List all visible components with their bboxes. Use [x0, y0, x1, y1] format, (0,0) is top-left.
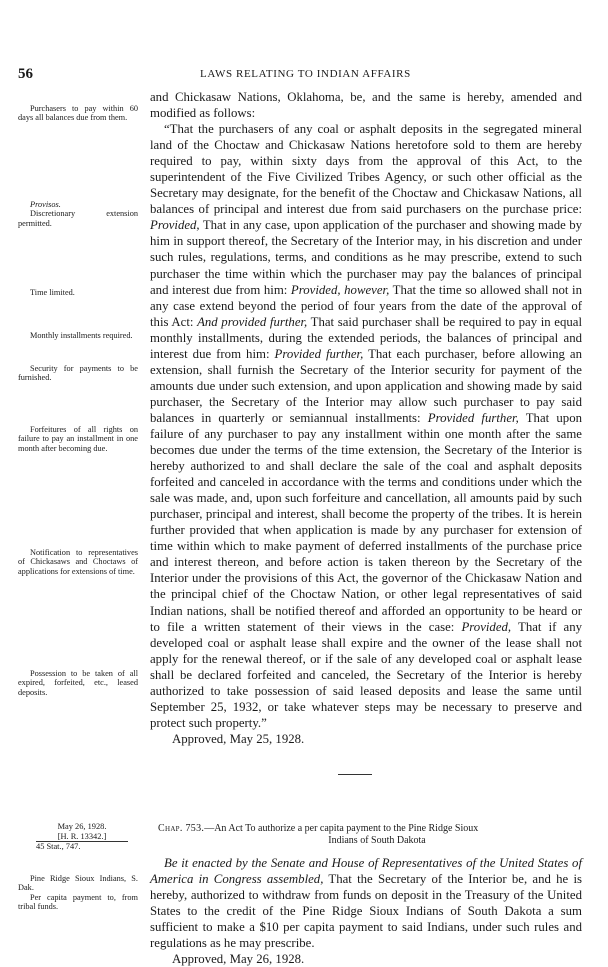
bill-reference	[36, 822, 128, 852]
section-divider	[338, 774, 372, 775]
margin-note-forfeitures: Forfeitures of all rights on failure to pay an installment in one month after becoming due.	[18, 425, 138, 453]
approved-date-1: Approved, May 25, 1928.	[172, 731, 305, 746]
chapter-title-line2: Indians of South Dakota	[328, 835, 426, 846]
chapter-text	[150, 855, 582, 967]
margin-note-notification: Notification to representatives of Chickasaws and Choctaws of applications for extensions of time.	[18, 548, 138, 576]
running-head: LAWS RELATING TO INDIAN AFFAIRS	[200, 68, 411, 80]
margin-note-purchasers: Purchasers to pay within 60 days all balances due from them.	[18, 104, 138, 123]
enacting-clause: Be it enacted by the Senate and House of Representatives of the United States of America in Congress assembled,	[150, 856, 582, 887]
margin-note-pine-ridge-text: Pine Ridge Sioux Indians, S. Dak.	[18, 874, 138, 893]
text-run: “That the purchasers of any coal or asphalt deposits in the segregated mineral land of the Choctaw and Chickasaw Nations heretofore sold to them are hereby required to pay, within sixty days from the approval of this Act, to the superintendent of the Five Civilized Tribes Agency, or such other official as the Secretary may designate, for the benefit of the Choctaw and Chickasaw Nations, all balances of principal and interest due from said purchasers on the purchase price:	[150, 122, 582, 217]
page-number: 56	[18, 66, 33, 82]
chapter-title-line1: —An Act To authorize a per capita payment to the Pine Ridge Sioux	[204, 823, 479, 834]
text-run: That the Secretary of the Interior be, and he is hereby, authorized to withdraw from funds on deposit in the Treasury of the United States to the credit of the Pine Ridge Sioux Indians of South Dakota a sum sufficient to make a $10 per capita payment to said Indians, under such rules and regulations as he may prescribe.	[150, 872, 582, 951]
margin-note-possession: Possession to be taken of all expired, forfeited, etc., leased deposits.	[18, 669, 138, 697]
margin-note-per-capita: Per capita payment to, from tribal funds.	[18, 892, 138, 912]
statute-citation: 45 Stat., 747.	[36, 842, 81, 852]
chapter-label: Chap. 753.	[158, 823, 205, 834]
bill-number: [H. R. 13342.]	[36, 832, 128, 843]
text-run: That in any case, upon application of the purchaser and showing made by him in support thereof, the Secretary of the Interior may, in his discretion and under such rules, regulations, terms, and conditions as he may prescribe, extend to such purchaser the time within which the purchaser may pay the balances of principal and interest due from him:	[150, 218, 582, 297]
text-run: That the time so allowed shall not in any case extend beyond the period of four years from the date of the approval of this Act:	[150, 282, 582, 329]
paragraph-intro: and Chickasaw Nations, Oklahoma, be, and the same is hereby, amended and modified as follows:	[150, 90, 582, 121]
proviso-term: And provided further,	[197, 314, 308, 329]
proviso-term: Provided,	[150, 218, 200, 233]
bill-date: May 26, 1928.	[57, 822, 107, 831]
enacting-paragraph	[150, 855, 582, 951]
proviso-term: Provided further,	[427, 410, 519, 425]
margin-note-pine-ridge	[18, 874, 138, 912]
text-run: That each purchaser, before allowing an extension, shall furnish the Secretary of the Interior security for payment of the amounts due under such extension, and upon application and showing made by said purchaser, the Secretary of the Interior may allow such purchaser to pay said balances in quarterly or semiannual installments:	[150, 346, 582, 425]
paragraph-main	[150, 121, 582, 731]
margin-note-monthly: Monthly installments required.	[30, 331, 133, 340]
margin-note-provisos-label: Provisos.	[30, 200, 61, 209]
proviso-term: Provided further,	[274, 346, 364, 361]
margin-note-discretionary: Discretionary extension permitted.	[18, 209, 138, 228]
margin-note-time-limited: Time limited.	[30, 288, 75, 297]
margin-note-security: Security for payments to be furnished.	[18, 364, 138, 383]
text-run: That if any developed coal or asphalt lease shall expire and the owner of the lease shall not apply for the renewal thereof, or if the sale of any developed coal or asphalt lease shall be declared forfeited and canceled, the Secretary of the Interior is hereby authorized to take possession of said leased deposits and lease the same until September 25, 1932, or take whatever steps may be necessary to preserve and protect such property.”	[150, 619, 582, 730]
margin-note-provisos	[18, 200, 138, 228]
text-run: That upon failure of any purchaser to pay any installment within one month after the same becomes due under the terms of the time extension, the Secretary of the Interior is hereby authorized to and shall declare the sale of the coal and asphalt deposits forfeited and canceled in accordance with the terms and conditions under which the sale was made, and, upon such forfeiture and cancellation, all amounts paid by such purchaser, principal and interest, shall become the property of the tribes. It is herein further provided that when application is made by any purchaser for extension of time within which to make payment of deferred installments of the purchase price and interest thereon, and before action is taken thereon by the Secretary of the Interior under the provisions of this Act, the governor of the Chickasaw Nation and the principal chief of the Choctaw Nation, or other legal representatives of said Indian nations, shall be notified thereof and afforded an opportunity to be heard or to file a written statement of their views in the case:	[150, 410, 582, 634]
proviso-term: Provided,	[461, 619, 512, 634]
text-run: That said purchaser shall be required to pay in equal monthly installments, during the extended periods, the balances of principal and interest due from him:	[150, 314, 583, 361]
approved-date-2: Approved, May 26, 1928.	[172, 952, 305, 967]
section-text	[150, 89, 582, 747]
chapter-title	[158, 823, 582, 847]
proviso-term: Provided, however,	[290, 282, 390, 297]
